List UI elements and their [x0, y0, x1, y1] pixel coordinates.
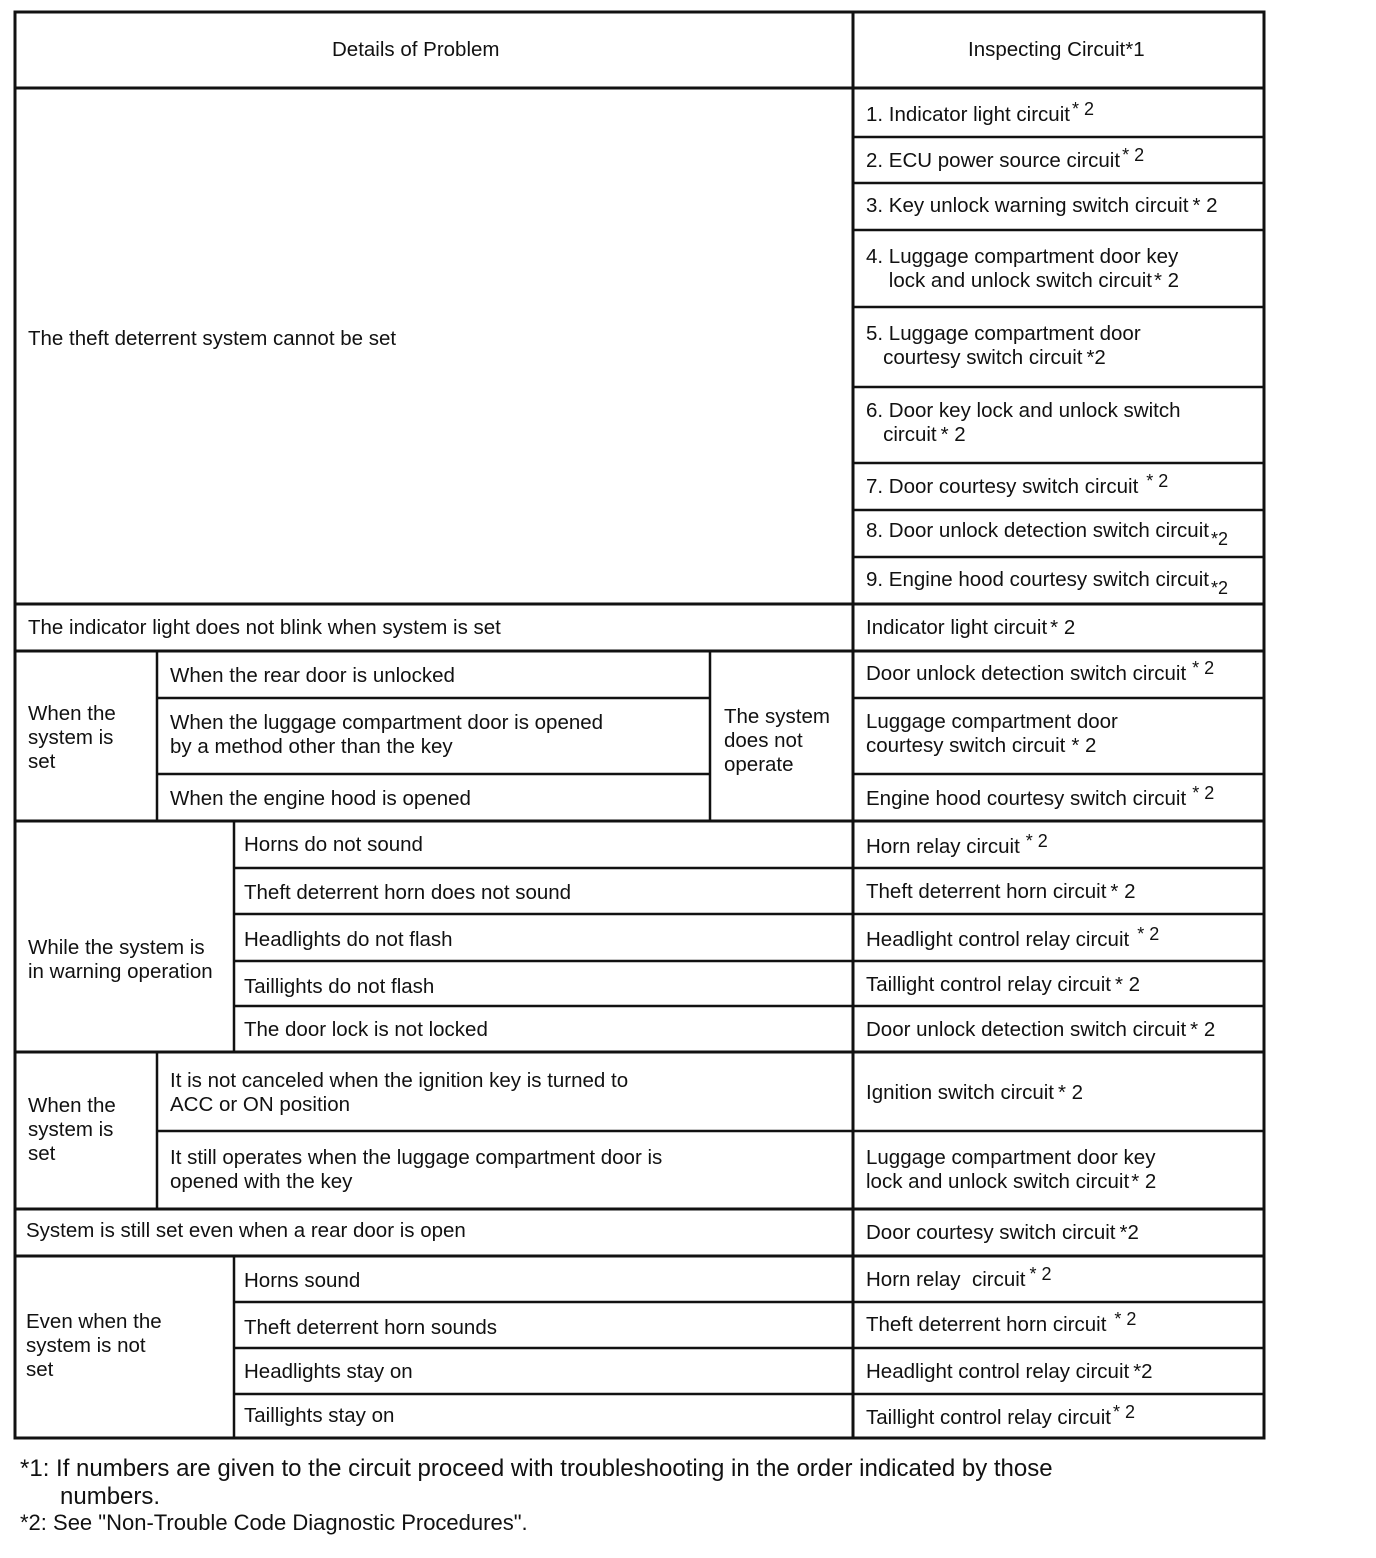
circuit-cell: 8. Door unlock detection switch circuit *2 [866, 519, 1228, 549]
problem-cannot-be-set: The theft deterrent system cannot be set [28, 327, 397, 350]
header-details-of-problem: Details of Problem [332, 38, 500, 61]
circuit-cell: Ignition switch circuit * 2 [866, 1081, 1084, 1104]
problem-cell: Horns do not sound [244, 833, 423, 856]
problem-cell: It is not canceled when the ignition key is turned to ACC or ON position [170, 1069, 629, 1116]
circuit-cell: 5. Luggage compartment door courtesy switch circuit *2 [866, 322, 1141, 369]
circuit-cell: Headlight control relay circuit * 2 [866, 924, 1160, 951]
header-inspecting-circuit: Inspecting Circuit*1 [968, 38, 1145, 61]
circuit-cell: 1. Indicator light circuit * 2 [866, 99, 1094, 126]
circuit-cell: Engine hood courtesy switch circuit * 2 [866, 783, 1215, 810]
problem-cell: When the rear door is unlocked [170, 664, 455, 687]
problem-cell: When the engine hood is opened [170, 787, 471, 810]
group-when-system-set-2: When the system is set [28, 1094, 116, 1165]
circuit-cell: 2. ECU power source circuit * 2 [866, 145, 1145, 172]
circuit-cell: Theft deterrent horn circuit * 2 [866, 1309, 1137, 1336]
circuit-cell: 6. Door key lock and unlock switch circuit * 2 [866, 399, 1181, 446]
problem-cell: It still operates when the luggage compartment door is opened with the key [170, 1146, 663, 1193]
circuit-cell: Horn relay circuit * 2 [866, 1264, 1052, 1291]
circuit-cell: Taillight control relay circuit * 2 [866, 973, 1141, 996]
circuit-cell: Luggage compartment door courtesy switch circuit * 2 [866, 710, 1118, 757]
circuit-cell: Indicator light circuit * 2 [866, 616, 1076, 639]
group-when-system-set-1: When the system is set [28, 702, 116, 773]
circuit-cell: Headlight control relay circuit *2 [866, 1360, 1153, 1383]
group-warning-operation: While the system is in warning operation [28, 936, 213, 983]
footnote-2: *2: See "Non-Trouble Code Diagnostic Procedures". [20, 1510, 528, 1535]
problem-cell: Taillights do not flash [244, 975, 435, 998]
circuit-cell: Luggage compartment door key lock and unlock switch circuit* 2 [866, 1146, 1157, 1193]
circuit-cell: Door unlock detection switch circuit * 2 [866, 1018, 1216, 1041]
problem-cell: The door lock is not locked [244, 1018, 488, 1041]
footnote-1: *1: If numbers are given to the circuit proceed with troubleshooting in the order indicated by those numbers. [20, 1455, 1053, 1510]
problem-cell: When the luggage compartment door is opened by a method other than the key [170, 711, 604, 758]
circuit-cell: Door unlock detection switch circuit * 2 [866, 658, 1215, 685]
circuit-cell: Taillight control relay circuit * 2 [866, 1402, 1135, 1429]
problem-cell: Horns sound [244, 1269, 361, 1292]
problem-cell: The indicator light does not blink when system is set [28, 616, 501, 639]
circuit-cell: Door courtesy switch circuit *2 [866, 1221, 1139, 1244]
problem-cell: Headlights do not flash [244, 928, 453, 951]
circuit-cell: 7. Door courtesy switch circuit * 2 [866, 471, 1169, 498]
group-not-set: Even when the system is not set [26, 1310, 162, 1381]
problem-cell: Taillights stay on [244, 1404, 395, 1427]
circuit-cell: Horn relay circuit * 2 [866, 831, 1048, 858]
group-system-does-not-operate: The system does not operate [724, 705, 830, 776]
circuit-cell: Theft deterrent horn circuit * 2 [866, 880, 1136, 903]
circuit-cell: 4. Luggage compartment door key lock and unlock switch circuit* 2 [866, 245, 1180, 292]
circuit-cell: 9. Engine hood courtesy switch circuit *2 [866, 568, 1228, 598]
problem-cell: System is still set even when a rear door is open [26, 1219, 466, 1242]
circuit-cell: 3. Key unlock warning switch circuit * 2 [866, 194, 1218, 217]
problem-cell: Headlights stay on [244, 1360, 413, 1383]
problem-cell: Theft deterrent horn does not sound [244, 881, 572, 904]
problem-cell: Theft deterrent horn sounds [244, 1316, 497, 1339]
